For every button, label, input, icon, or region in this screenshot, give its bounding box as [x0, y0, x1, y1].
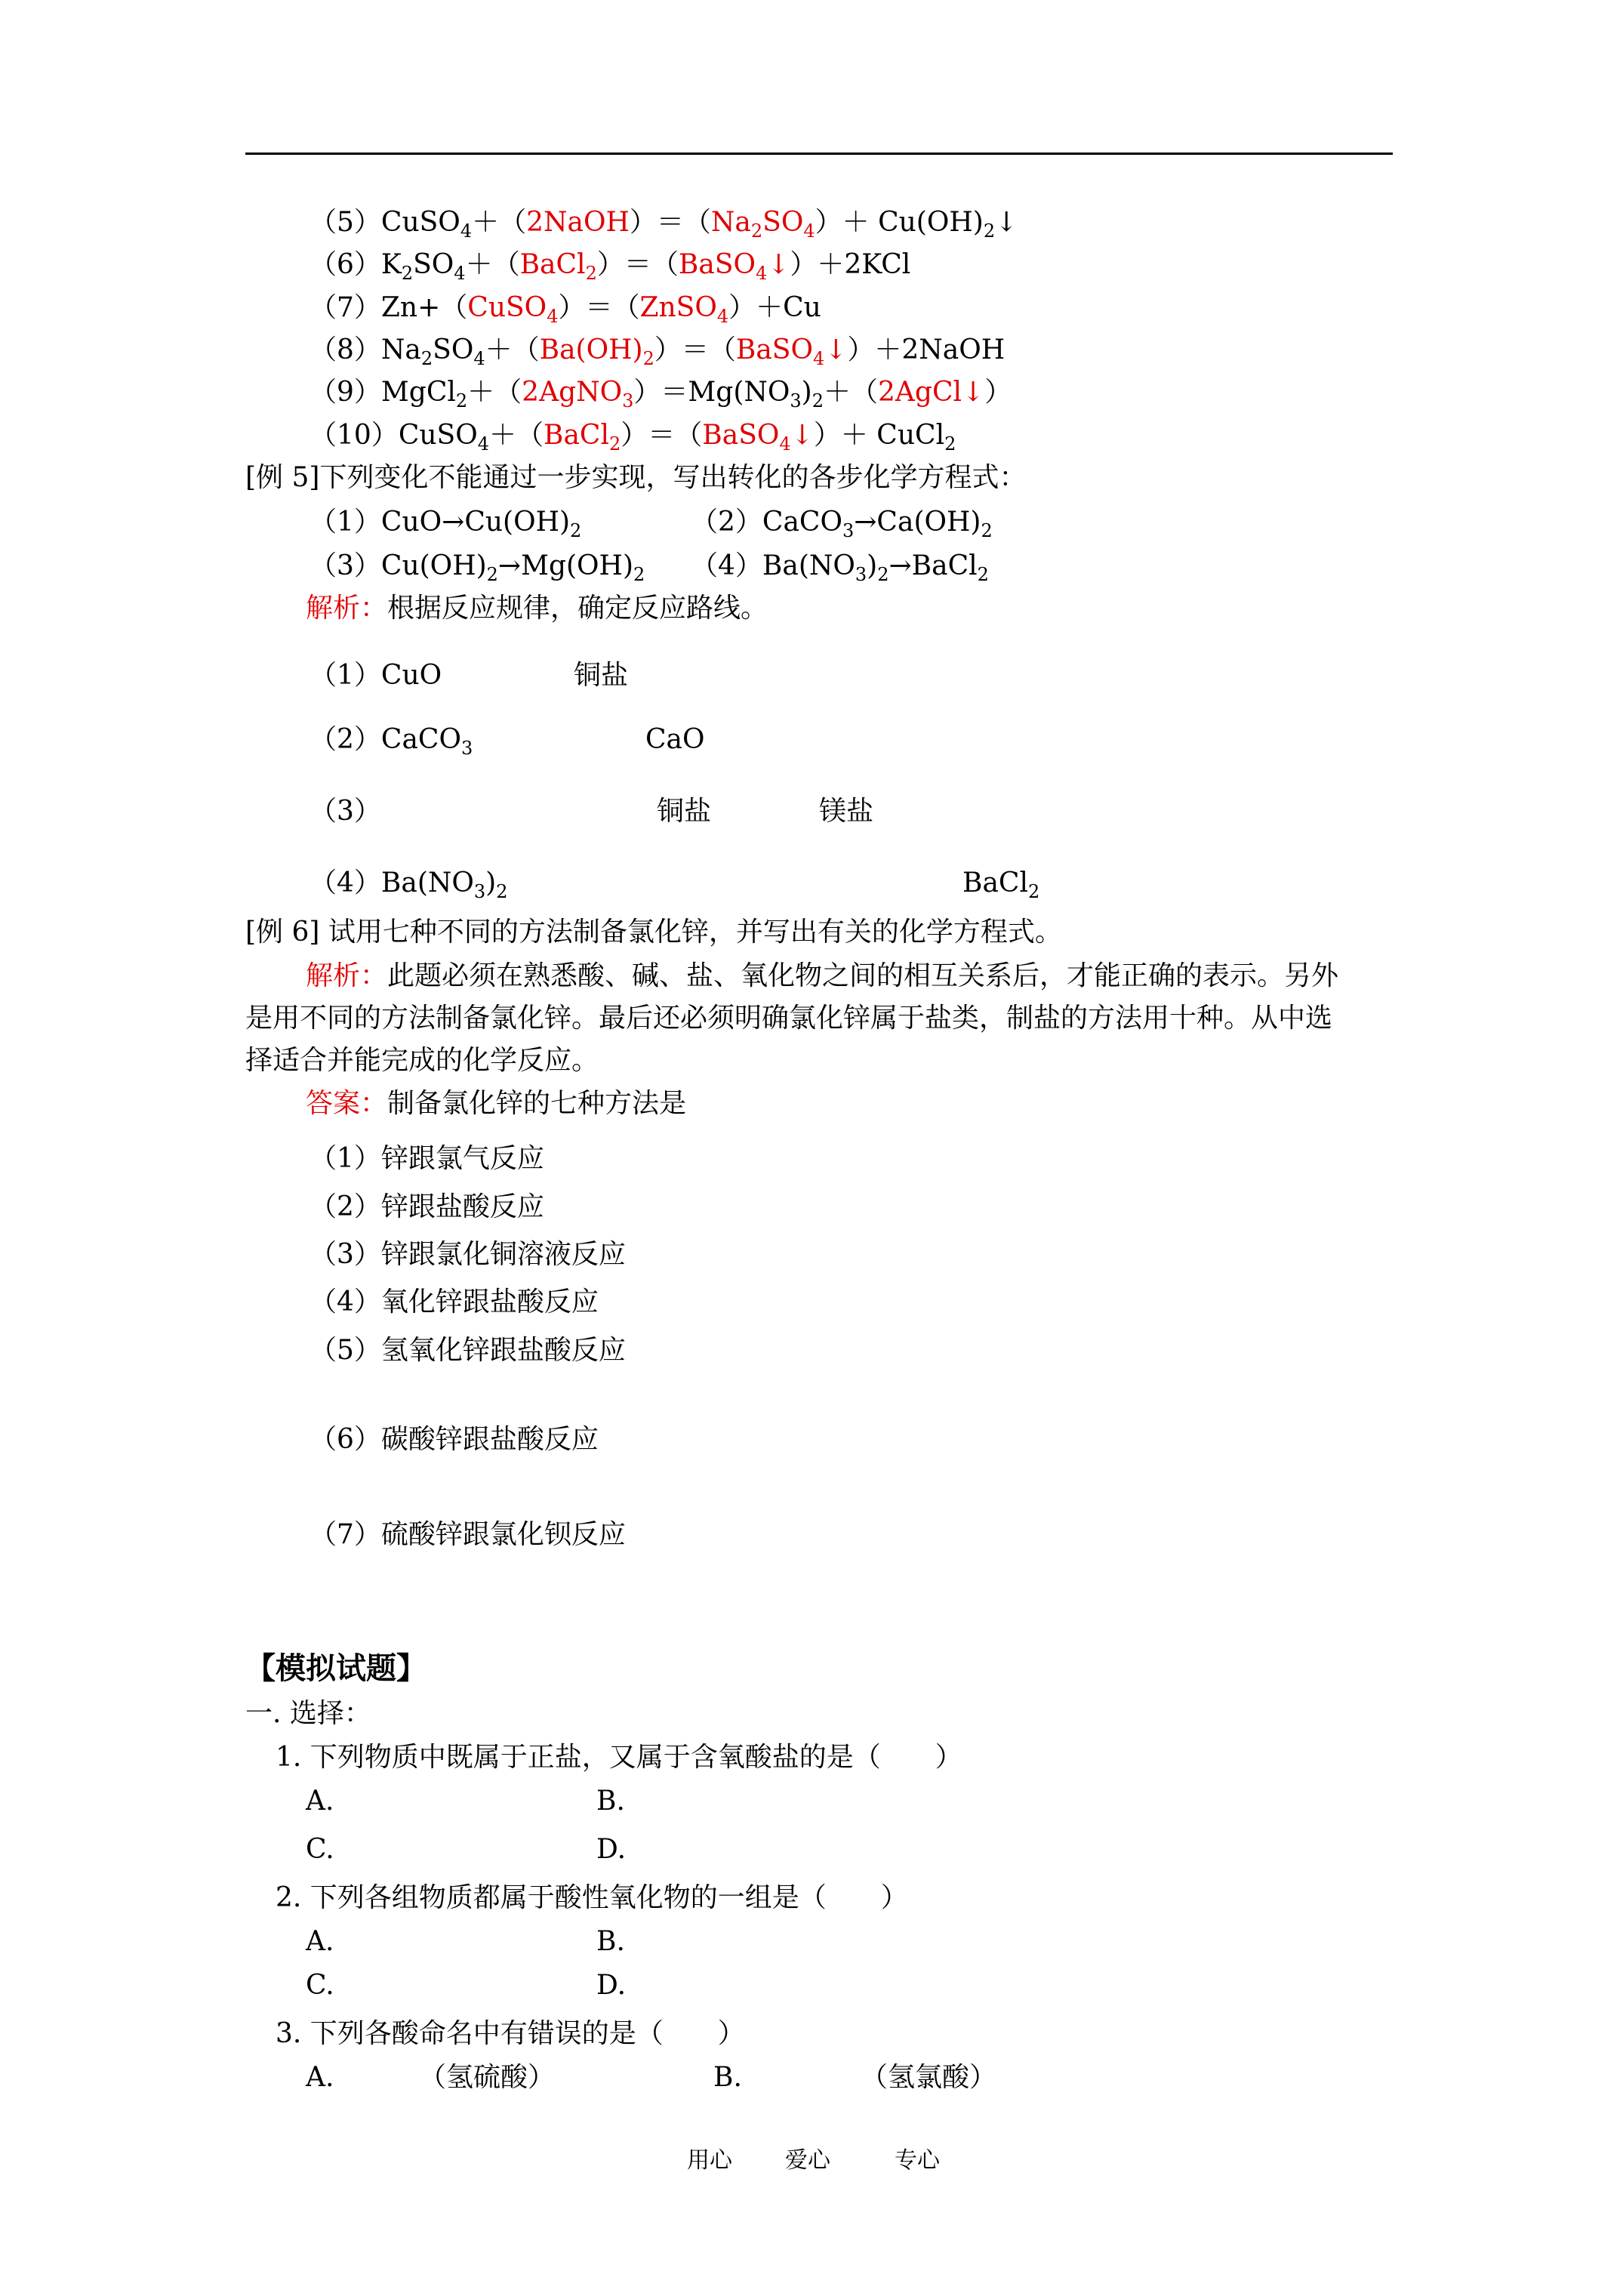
method-4: （4）氧化锌跟盐酸反应 — [310, 1287, 599, 1318]
route-3-copper-salt: 铜盐 — [657, 796, 712, 827]
route-3-start: （3） — [310, 796, 381, 827]
equation-9: $(9)MgCl_2+(2AgNO_3)=Mg(NO_3)_2+(2AgCl↓)$ — [310, 377, 1012, 411]
footer-text-3: 专心 — [895, 2147, 940, 2174]
route-3-magnesium-salt: 镁盐 — [819, 796, 874, 827]
method-7: （7）硫酸锌跟氯化钡反应 — [310, 1519, 626, 1550]
q2-option-a: A. — [306, 1926, 334, 1957]
equation-5: $(5)CuSO_4+(2NaOH)=(Na_2SO_4)+$ $Cu(OH)_2↓$ — [310, 207, 1018, 242]
route-4-bacl2: BaCl$_2$ — [962, 868, 1040, 902]
route-1-copper-salt: 铜盐 — [574, 660, 629, 691]
footer-text-1: 用心 — [687, 2147, 732, 2174]
q3-option-a: A. — [306, 2062, 334, 2093]
method-1: （1）锌跟氯气反应 — [310, 1143, 544, 1174]
mock-test-heading: 【模拟试题】 — [245, 1650, 427, 1686]
example-6-analysis-line-2: 是用不同的方法制备氯化锌。最后还必须明确氯化锌属于盐类，制盐的方法用十种。从中选 — [245, 1003, 1333, 1034]
method-2: （2）锌跟盐酸反应 — [310, 1191, 544, 1222]
q1-option-a: A. — [306, 1786, 334, 1817]
footer-text-2: 爱心 — [785, 2147, 830, 2174]
example-6-analysis-line-3: 择适合并能完成的化学反应。 — [245, 1045, 599, 1076]
method-5: （5）氢氧化锌跟盐酸反应 — [310, 1335, 626, 1366]
q2-option-b: B. — [596, 1926, 625, 1957]
q3-option-b: B. — [713, 2062, 742, 2093]
example-5-analysis: 解析：根据反应规律，确定反应路线。 — [306, 593, 768, 624]
method-3: （3）锌跟氯化铜溶液反应 — [310, 1239, 626, 1270]
example-5-item-3: $(3)Cu(OH)_2\to Mg(OH)_2$ — [310, 550, 645, 585]
q2-option-c: C. — [306, 1970, 334, 2001]
question-3: 3. 下列各酸命名中有错误的是（ ） — [276, 2018, 745, 2049]
route-2-start: （2）CaCO$_3$ — [310, 724, 473, 759]
example-6-title: [例 6] 试用七种不同的方法制备氯化锌，并写出有关的化学方程式。 — [245, 917, 1062, 948]
header-rule — [245, 153, 1393, 155]
q2-option-d: D. — [596, 1970, 627, 2001]
example-5-item-2: $(2)CaCO_3\to Ca(OH)_2$ — [691, 507, 993, 541]
equation-8: $(8)Na_2SO_4+(Ba(OH)_2)=(BaSO_4↓)+2NaOH$ — [310, 334, 1006, 369]
route-4-start: $(4)Ba(NO_3)_2$ — [310, 868, 508, 902]
equation-6: $(6)K_2SO_4+(BaCl_2)=(BaSO_4↓)+2KCl$ — [310, 249, 911, 284]
equation-10: （10）CuSO$_4$＋（BaCl$_2$）＝（BaSO$_4$↓）＋ CuCl$_2$ — [310, 420, 956, 455]
q1-option-c: C. — [306, 1834, 334, 1865]
q1-option-d: D. — [596, 1834, 627, 1865]
q3-option-a-name: （氢硫酸） — [419, 2062, 556, 2093]
route-2-cao: CaO — [645, 724, 705, 755]
example-6-answer: 答案：制备氯化锌的七种方法是 — [306, 1088, 687, 1119]
question-2: 2. 下列各组物质都属于酸性氧化物的一组是（ ） — [276, 1882, 908, 1913]
example-5-item-4: $(4)Ba(NO_3)_2\to BaCl_2$ — [691, 550, 989, 585]
q1-option-b: B. — [596, 1786, 625, 1817]
example-6-analysis-line-1: 解析：此题必须在熟悉酸、碱、盐、氧化物之间的相互关系后，才能正确的表示。另外 — [306, 960, 1339, 991]
q3-option-b-name: （氢氯酸） — [861, 2062, 997, 2093]
route-1-start: （1）CuO — [310, 660, 442, 691]
example-5-title: [例 5]下列变化不能通过一步实现，写出转化的各步化学方程式： — [245, 462, 1027, 493]
section-choice: 一. 选择： — [245, 1698, 371, 1729]
method-6: （6）碳酸锌跟盐酸反应 — [310, 1424, 599, 1455]
equation-7: （7）Zn+（CuSO$_4$）＝（ZnSO$_4$）＋Cu — [310, 292, 821, 327]
question-1: 1. 下列物质中既属于正盐，又属于含氧酸盐的是（ ） — [276, 1742, 962, 1773]
example-5-item-1: $(1)CuO\to Cu(OH)_2$ — [310, 507, 582, 541]
